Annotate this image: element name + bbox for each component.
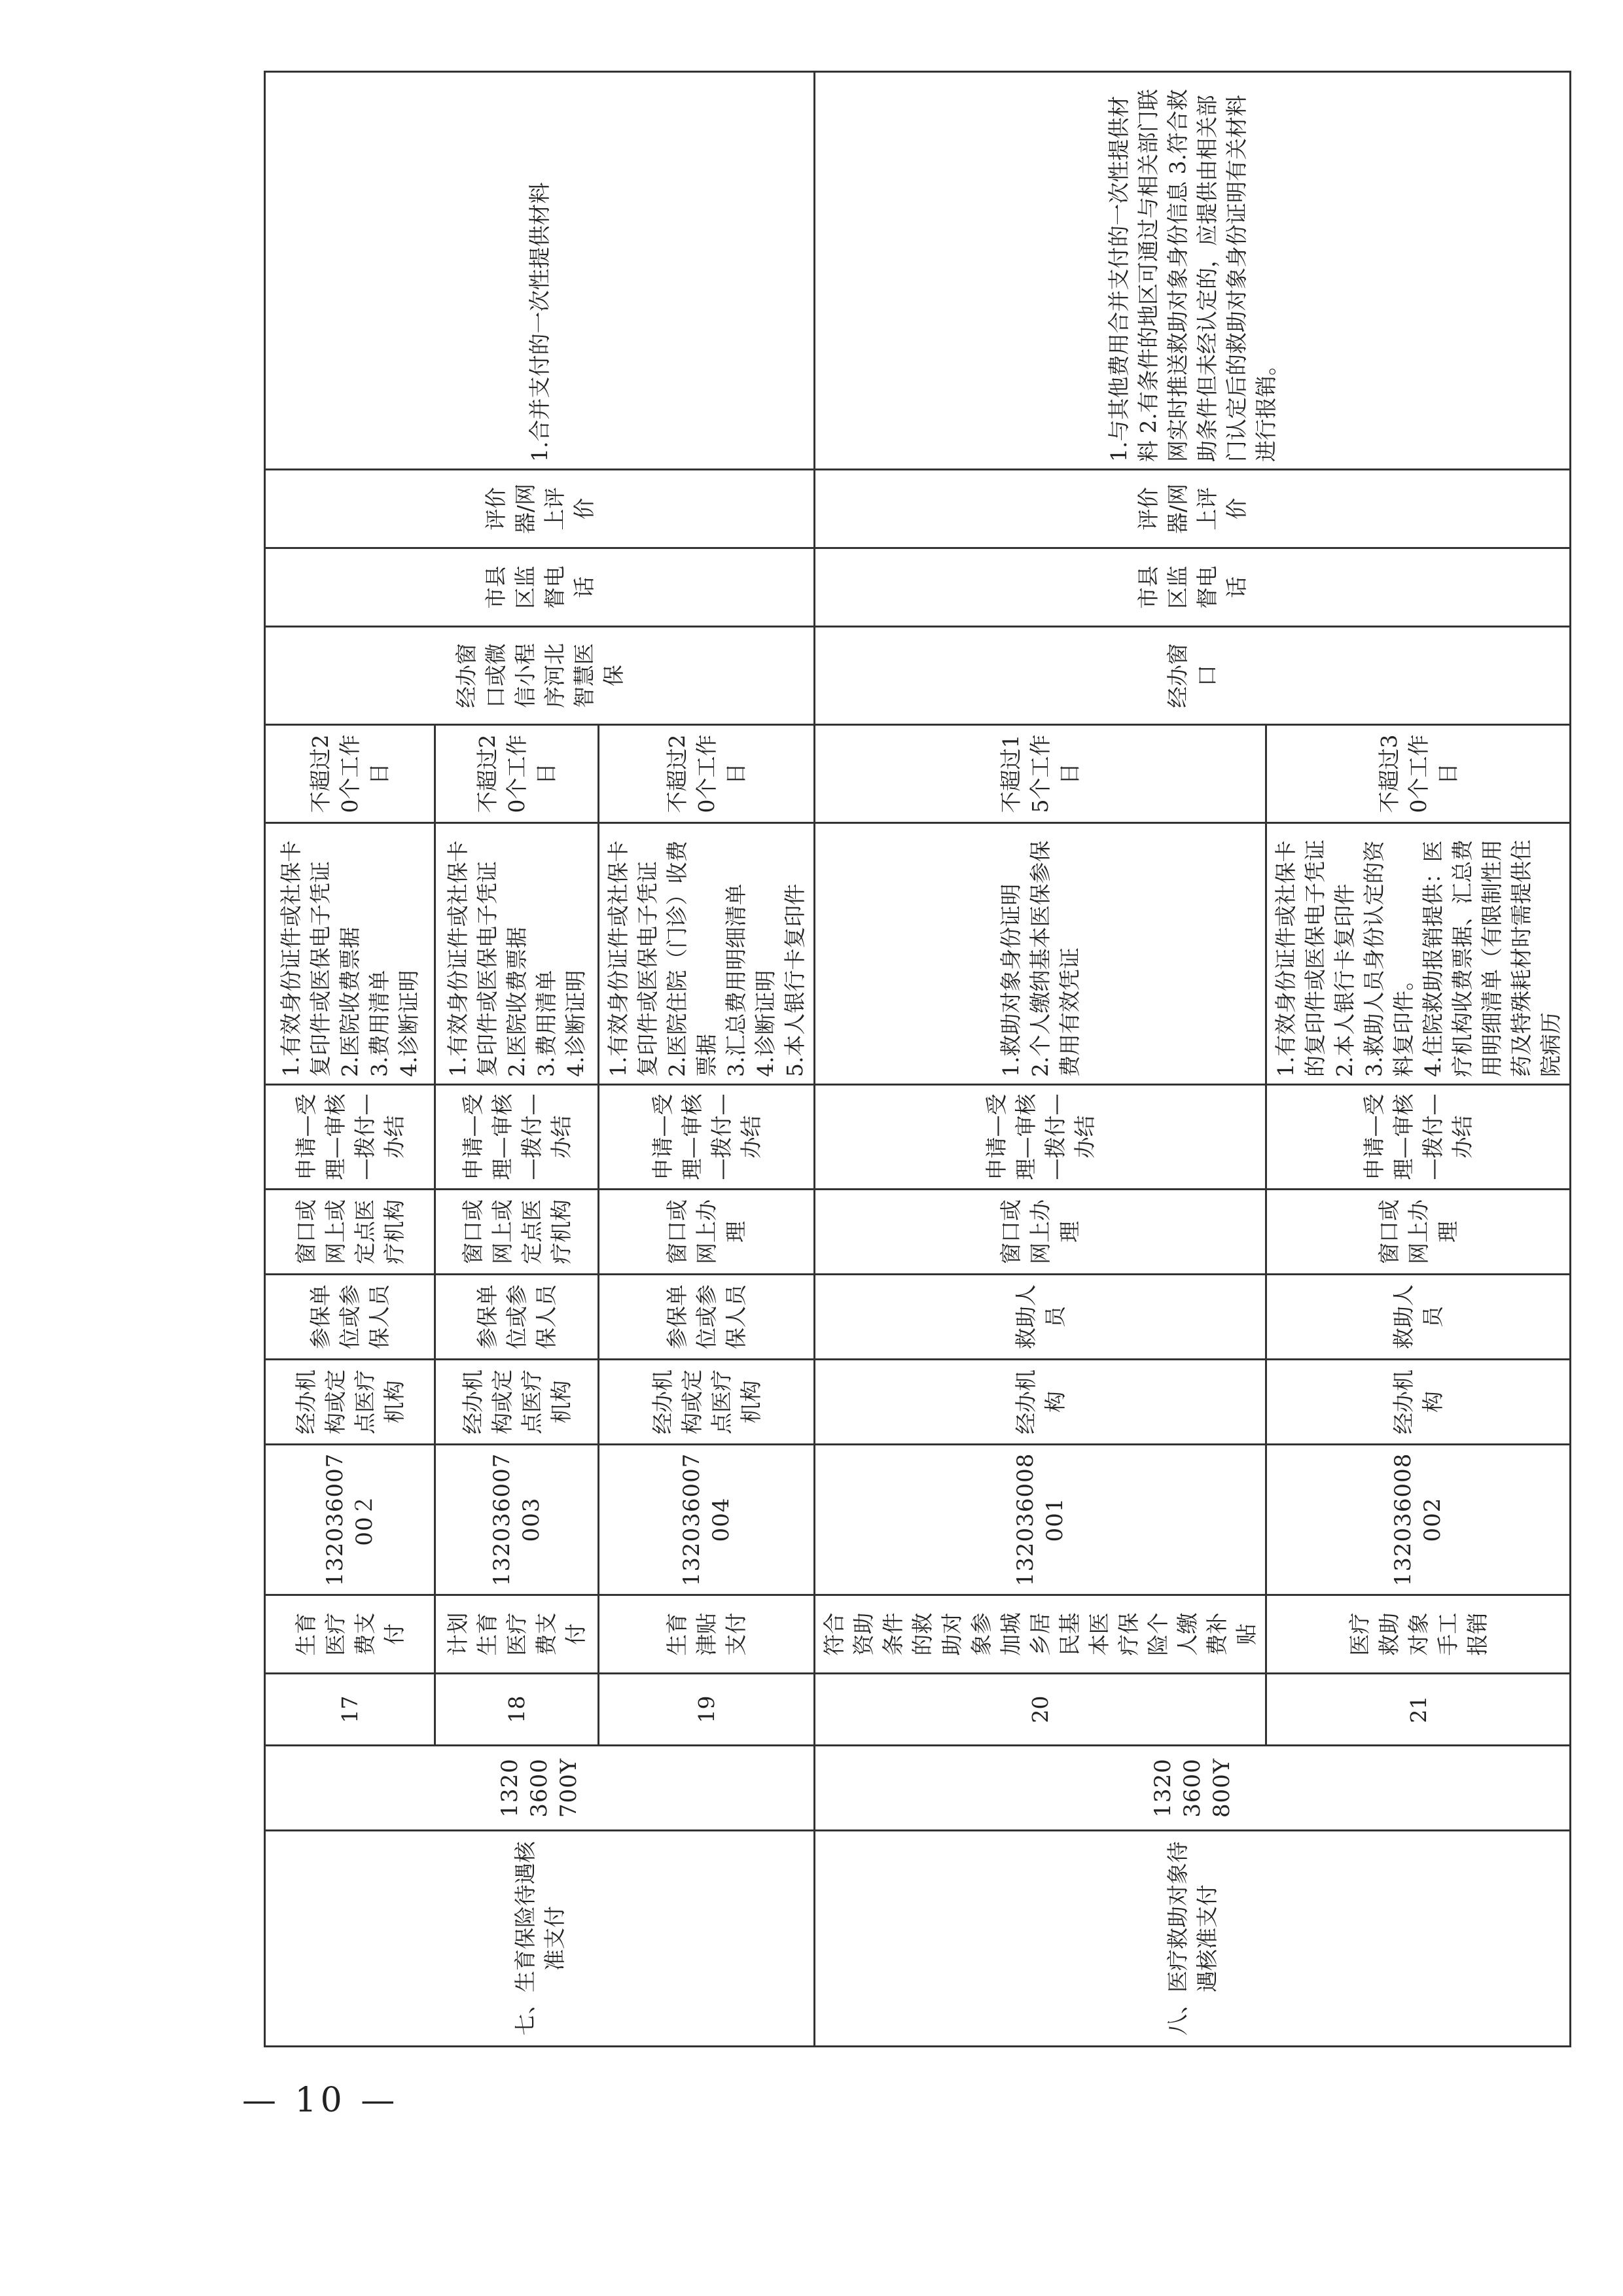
category-cell: 八、医疗救助对象待遇核准支付 bbox=[815, 1831, 1571, 2047]
seq-cell: 18 bbox=[435, 1674, 599, 1746]
materials-cell bbox=[1266, 823, 1571, 1085]
supervision-cell: 市县区监督电话 bbox=[265, 548, 815, 627]
method-cell: 窗口或网上或定点医疗机构 bbox=[435, 1190, 599, 1275]
dept-cell: 经办机构或定点医疗机构 bbox=[265, 1360, 435, 1445]
item-code-cell: 13203600700２ bbox=[265, 1445, 435, 1595]
material-line: 4.诊断证明 bbox=[396, 970, 421, 1077]
material-line: 4.住院救助报销提供：医疗机构收费票据、汇总费用明细清单（有限制性用药及特殊耗材时需提供住院病历 bbox=[1420, 839, 1563, 1077]
method-cell: 窗口或网上办理 bbox=[815, 1190, 1266, 1275]
time-limit-cell: 不超过30个工作日 bbox=[1266, 725, 1571, 823]
item-name-cell: 医疗救助对象手工报销 bbox=[1266, 1595, 1571, 1674]
material-line: 2.本人银行卡复印件 bbox=[1332, 883, 1357, 1077]
target-cell: 救助人员 bbox=[1266, 1275, 1571, 1360]
item-name-cell: 计划生育医疗费支付 bbox=[435, 1595, 599, 1674]
notes-cell: 1.与其他费用合并支付的一次性提供材料 2.有条件的地区可通过与相关部门联网实时推送救助对象身份信息 3.符合救助条件但未经认定的，应提供由相关部门认定后的救助对象身份证明有关材料进行报销。 bbox=[815, 72, 1571, 470]
target-cell: 救助人员 bbox=[815, 1275, 1266, 1360]
target-cell: 参保单位或参保人员 bbox=[435, 1275, 599, 1360]
time-limit-cell: 不超过15个工作日 bbox=[815, 725, 1266, 823]
table-row bbox=[815, 72, 1266, 2047]
material-line: 2.医院收费票据 bbox=[504, 927, 529, 1077]
material-line: 4.诊断证明 bbox=[753, 970, 778, 1077]
category-code-cell: 13203600700Y bbox=[265, 1746, 815, 1831]
category-cell: 七、生育保险待遇核准支付 bbox=[265, 1831, 815, 2047]
material-line: 5.本人银行卡复印件 bbox=[782, 883, 808, 1077]
seq-cell: 21 bbox=[1266, 1674, 1571, 1746]
evaluation-cell: 评价器/网上评价 bbox=[815, 470, 1571, 548]
method-cell: 窗口或网上或定点医疗机构 bbox=[265, 1190, 435, 1275]
dept-cell: 经办机构 bbox=[815, 1360, 1266, 1445]
materials-cell bbox=[599, 823, 815, 1085]
material-line: 4.诊断证明 bbox=[563, 970, 588, 1077]
materials-cell bbox=[265, 823, 435, 1085]
materials-cell bbox=[435, 823, 599, 1085]
dept-cell: 经办机构或定点医疗机构 bbox=[599, 1360, 815, 1445]
item-name-cell: 生育医疗费支付 bbox=[265, 1595, 435, 1674]
method-cell: 窗口或网上办理 bbox=[599, 1190, 815, 1275]
material-line: 1.有效身份证件或社保卡复印件或医保电子凭证 bbox=[605, 840, 660, 1077]
category-code-cell: 13203600800Y bbox=[815, 1746, 1571, 1831]
material-line: 1.救助对象身份证明 bbox=[998, 883, 1024, 1077]
item-code-cell: 132036008002 bbox=[1266, 1445, 1571, 1595]
time-limit-cell: 不超过20个工作日 bbox=[599, 725, 815, 823]
time-limit-cell: 不超过20个工作日 bbox=[435, 725, 599, 823]
method-cell: 窗口或网上办理 bbox=[1266, 1190, 1571, 1275]
process-cell: 申请—受理—审核—拨付—办结 bbox=[435, 1085, 599, 1190]
process-cell: 申请—受理—审核—拨付—办结 bbox=[1266, 1085, 1571, 1190]
dept-cell: 经办机构或定点医疗机构 bbox=[435, 1360, 599, 1445]
item-code-cell: 132036007003 bbox=[435, 1445, 599, 1595]
material-line: 1.有效身份证件或社保卡复印件或医保电子凭证 bbox=[278, 840, 333, 1077]
material-line: 2.医院住院（门诊）收费票据 bbox=[664, 840, 719, 1077]
table-row bbox=[265, 72, 435, 2047]
material-line: 2.个人缴纳基本医保参保费用有效凭证 bbox=[1027, 840, 1082, 1077]
seq-cell: 19 bbox=[599, 1674, 815, 1746]
material-line: 3.费用清单 bbox=[533, 970, 559, 1077]
material-line: 3.救助人员身份认定的资料复印件。 bbox=[1361, 840, 1416, 1077]
notes-cell: 1.合并支付的一次性提供材料 bbox=[265, 72, 815, 470]
seq-cell: 20 bbox=[815, 1674, 1266, 1746]
service-items-table bbox=[264, 71, 1571, 2047]
material-line: 1.有效身份证件或社保卡的复印件或医保电子凭证 bbox=[1273, 839, 1328, 1077]
material-line: 3.汇总费用明细清单 bbox=[723, 883, 749, 1077]
material-line: 3.费用清单 bbox=[366, 970, 392, 1077]
process-cell: 申请—受理—审核—拨付—办结 bbox=[265, 1085, 435, 1190]
process-cell: 申请—受理—审核—拨付—办结 bbox=[815, 1085, 1266, 1190]
process-cell: 申请—受理—审核—拨付—办结 bbox=[599, 1085, 815, 1190]
channel-cell: 经办窗口或微信小程序河北智慧医保 bbox=[265, 627, 815, 725]
evaluation-cell: 评价器/网上评价 bbox=[265, 470, 815, 548]
target-cell: 参保单位或参保人员 bbox=[599, 1275, 815, 1360]
rotated-table-page bbox=[264, 89, 1563, 2047]
seq-cell: 17 bbox=[265, 1674, 435, 1746]
item-code-cell: 132036007004 bbox=[599, 1445, 815, 1595]
material-line: 1.有效身份证件或社保卡复印件或医保电子凭证 bbox=[445, 840, 500, 1077]
channel-cell: 经办窗口 bbox=[815, 627, 1571, 725]
page-number: — 10 — bbox=[242, 2081, 399, 2120]
materials-cell bbox=[815, 823, 1266, 1085]
item-code-cell: 132036008001 bbox=[815, 1445, 1266, 1595]
dept-cell: 经办机构 bbox=[1266, 1360, 1571, 1445]
item-name-cell: 生育津贴支付 bbox=[599, 1595, 815, 1674]
time-limit-cell: 不超过20个工作日 bbox=[265, 725, 435, 823]
supervision-cell: 市县区监督电话 bbox=[815, 548, 1571, 627]
target-cell: 参保单位或参保人员 bbox=[265, 1275, 435, 1360]
item-name-cell: 符合资助条件的救助对象参加城乡居民基本医疗保险个人缴费补贴 bbox=[815, 1595, 1266, 1674]
material-line: 2.医院收费票据 bbox=[337, 927, 363, 1077]
